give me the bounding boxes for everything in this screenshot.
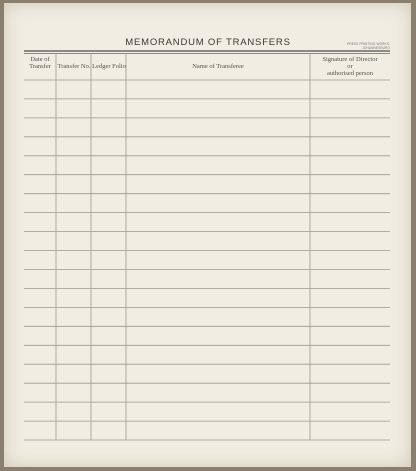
header-signature-line-2: or — [347, 63, 353, 70]
header-transfer-no-label: Transfer No. — [57, 63, 91, 70]
header-ledger-folio-label: Ledger Folio — [92, 63, 126, 70]
header-date-line-2: Transfer — [29, 63, 51, 70]
header-date-line-1: Date of — [30, 56, 50, 63]
header-signature-line-1: Signature of Director — [322, 56, 378, 63]
form-title: MEMORANDUM OF TRANSFERS — [125, 37, 291, 48]
header-transferee-label: Name of Transferee — [192, 63, 244, 70]
header-signature-line-3: authorised person — [326, 70, 374, 77]
printer-imprint: PRESS PRINTING WORKS, JOHANNESBURG — [347, 42, 390, 50]
